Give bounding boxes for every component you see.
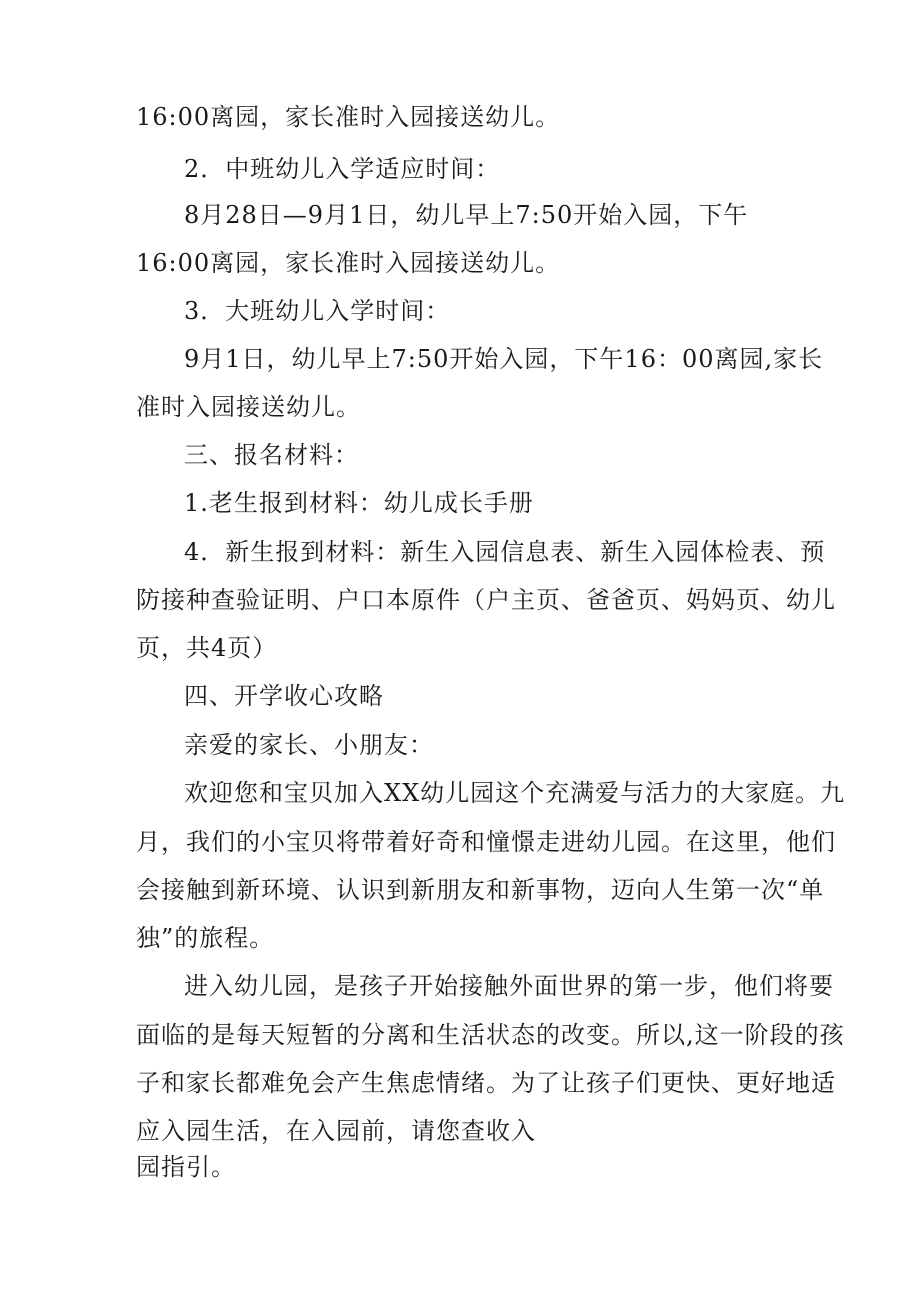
text-line: 8月28日—9月1日，幼儿早上7:50开始入园，下午 [184,201,749,229]
text-line: 16:00离园，家长准时入园接送幼儿。 [136,103,561,131]
text-line: 进入幼儿园，是孩子开始接触外面世界的第一步，他们将要 [184,972,834,1000]
text-line: 会接触到新环境、认识到新朋友和新事物，迈向人生第一次“单 [136,876,825,904]
text-line: 4．新生报到材料：新生入园信息表、新生入园体检表、预 [184,538,826,566]
text-line: 1.老生报到材料：幼儿成长手册 [184,489,534,517]
text-line: 16:00离园，家长准时入园接送幼儿。 [136,249,561,277]
text-line: 月，我们的小宝贝将带着好奇和憧憬走进幼儿园。在这里，他们 [136,828,836,856]
text-line: 园指引。 [136,1153,236,1181]
text-line: 独”的旅程。 [136,924,275,952]
text-line: 2．中班幼儿入学适应时间： [184,155,501,183]
text-line: 子和家长都难免会产生焦虑情绪。为了让孩子们更快、更好地适 [136,1069,836,1097]
text-line: 3．大班幼儿入学时间： [184,297,451,325]
text-line: 亲爱的家长、小朋友： [184,731,434,759]
text-line: 应入园生活，在入园前，请您查收入 [136,1117,536,1145]
text-line: 防接种查验证明、户口本原件（户主页、爸爸页、妈妈页、幼儿 [136,586,836,614]
text-line: 欢迎您和宝贝加入XX幼儿园这个充满爱与活力的大家庭。九 [184,779,846,807]
text-line: 面临的是每天短暂的分离和生活状态的改变。所以,这一阶段的孩 [136,1021,845,1049]
text-line: 准时入园接送幼儿。 [136,393,361,421]
text-line: 四、开学收心攻略 [184,682,384,710]
text-line: 9月1日，幼儿早上7:50开始入园，下午16：00离园,家长 [184,345,824,373]
text-line: 三、报名材料： [184,441,359,469]
text-line: 页，共4页） [136,634,278,662]
